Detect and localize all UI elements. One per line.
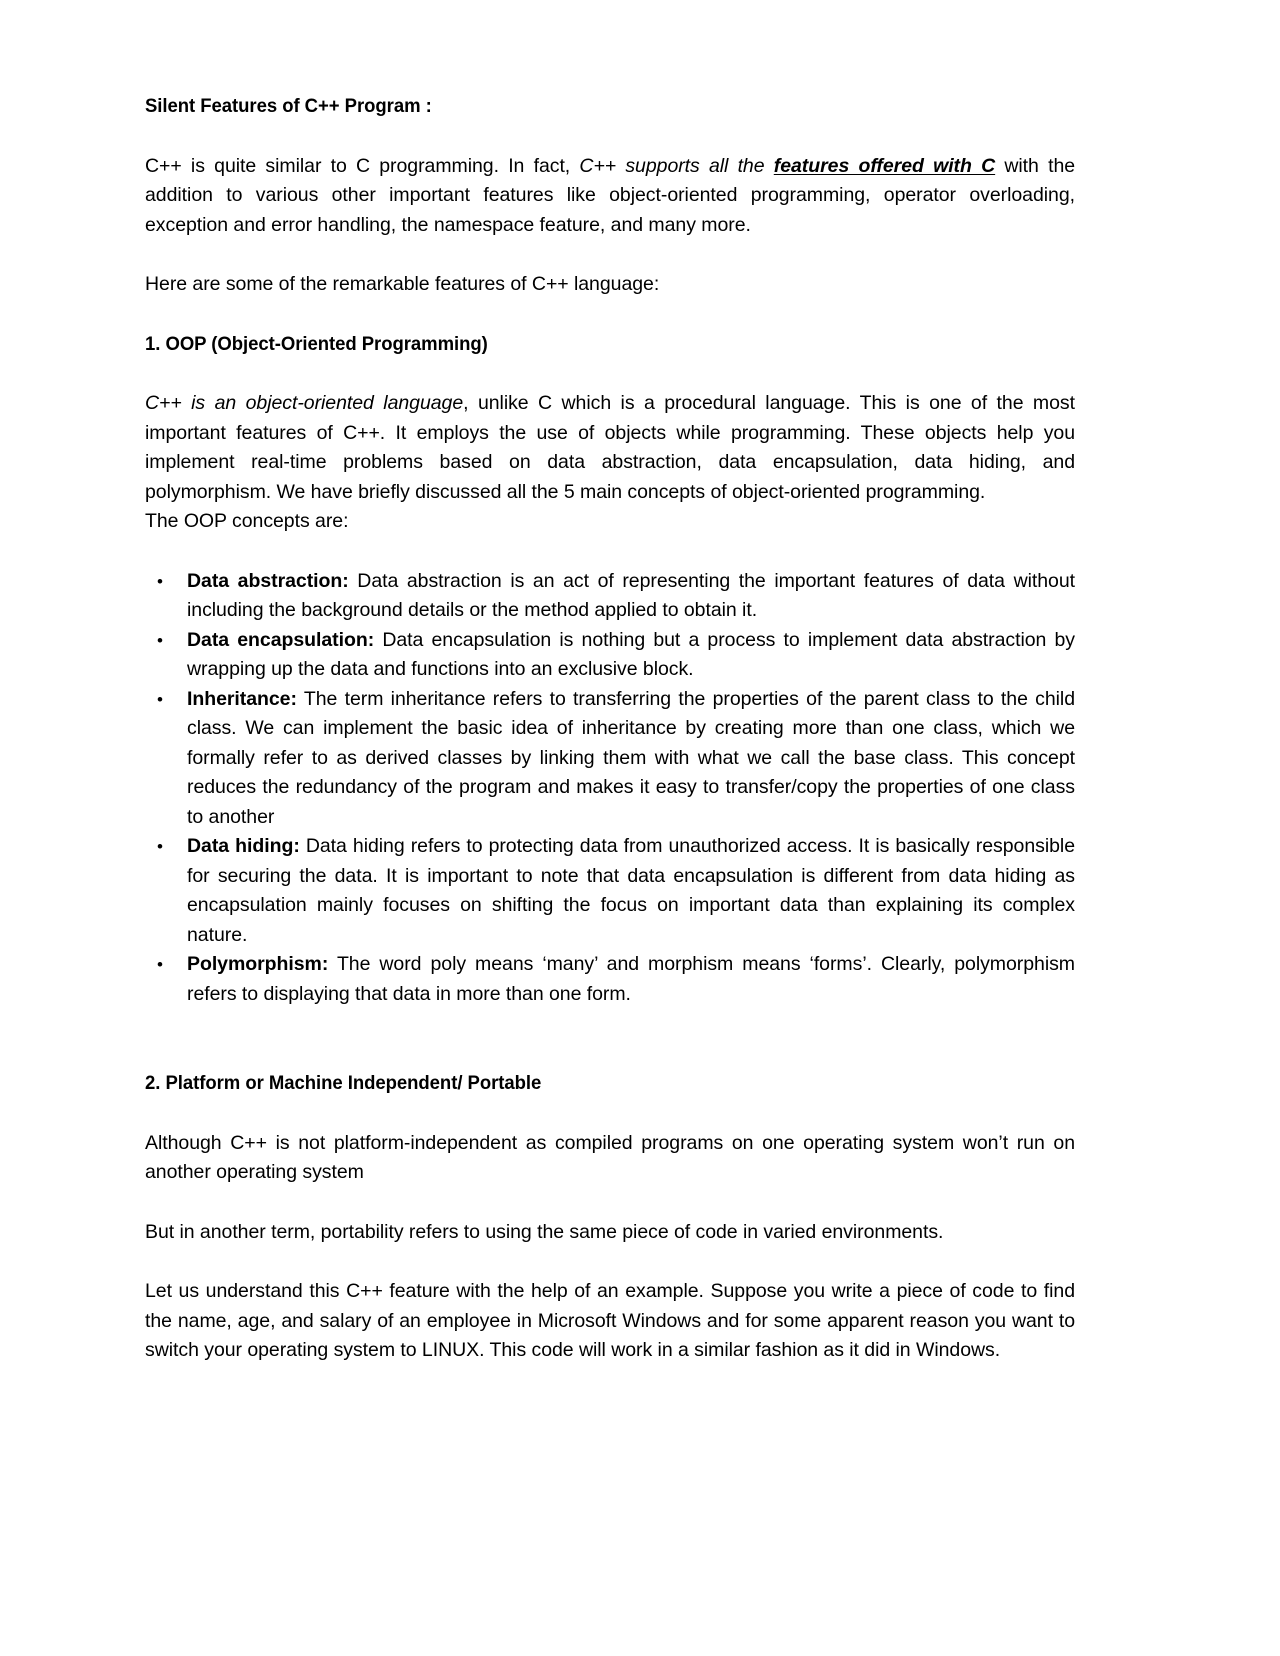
list-item xyxy=(145,567,1075,626)
section-1-paragraph-rest: , unlike C which is a procedural language. This is one of the most important features of C++. It employs the use of objects while programming. These objects help you implement real-time problems based on data abstraction, data encapsulation, data hiding, and polymorphism. We have briefly discussed all the 5 main concepts of object-oriented programming. xyxy=(145,392,1075,503)
list-item-text: The term inheritance refers to transferring the properties of the parent class to the child class. We can implement the basic idea of inheritance by creating more than one class, which we formally refer to as derived classes by linking them with what we call the base class. This concept reduces the redundancy of the program and makes it easy to transfer/copy the properties of one class to another xyxy=(187,687,1075,828)
spacer xyxy=(145,1099,1075,1129)
spacer xyxy=(145,1247,1075,1277)
section-2-paragraph-2: But in another term, portability refers to using the same piece of code in varied environments. xyxy=(145,1220,944,1243)
list-item-term: Data encapsulation: xyxy=(187,628,375,651)
list-item-text: Data hiding refers to protecting data from unauthorized access. It is basically responsible for securing the data. It is important to note that data encapsulation is different from data hiding as encapsulation mainly focuses on shifting the focus on important data than explaining its complex nature. xyxy=(187,835,1075,946)
spacer xyxy=(145,537,1075,567)
section-1-paragraph xyxy=(145,389,1075,507)
list-item-text: Data abstraction is an act of representing the important features of data without including the background details or the method applied to obtain it. xyxy=(187,569,1076,621)
section-2-paragraph-3: Let us understand this C++ feature with the help of an example. Suppose you write a piece of code to find the name, age, and salary of an employee in Microsoft Windows and for some apparent reason you want to switch your operating system to LINUX. This code will work in a similar fashion as it did in Windows. xyxy=(145,1280,1075,1361)
section-2-paragraph-1: Although C++ is not platform-independent as compiled programs on one operating system won’t run on another operating system xyxy=(145,1131,1075,1183)
list-item xyxy=(145,685,1075,833)
section-1-italic-phrase: C++ is an object-oriented language xyxy=(145,392,464,414)
spacer xyxy=(145,1188,1075,1218)
oop-concepts-intro: The OOP concepts are: xyxy=(145,510,349,532)
spacer xyxy=(145,240,1075,270)
list-item-term: Data abstraction: xyxy=(187,569,349,592)
list-item-term: Data hiding: xyxy=(187,835,300,857)
intro-text-part2: with the addition to various other important features like object-oriented programming, operator overloading, exception and error handling, the namespace feature, and many more. xyxy=(145,154,1076,236)
list-item-text: Data encapsulation is nothing but a process to implement data abstraction by wrapping up the data and functions into an exclusive block. xyxy=(187,628,1075,680)
spacer xyxy=(145,1009,1075,1069)
intro-italic-phrase: C++ supports all the xyxy=(579,154,774,177)
intro-text-part1: C++ is quite similar to C programming. In fact, xyxy=(145,154,580,177)
list-item-term: Inheritance: xyxy=(187,687,297,710)
intro-paragraph xyxy=(145,152,1075,241)
section-1-heading: 1. OOP (Object-Oriented Programming) xyxy=(145,332,488,355)
list-item-text: The word poly means ‘many’ and morphism means ‘forms’. Clearly, polymorphism refers to displaying that data in more than one form. xyxy=(187,953,1075,1005)
section-2-heading: 2. Platform or Machine Independent/ Portable xyxy=(145,1072,542,1094)
spacer xyxy=(145,122,1075,152)
spacer xyxy=(145,300,1075,330)
lead-in-paragraph: Here are some of the remarkable features of C++ language: xyxy=(145,273,660,295)
list-item xyxy=(145,626,1075,685)
document-body xyxy=(145,92,1075,1366)
list-item-term: Polymorphism: xyxy=(187,953,329,975)
page-title: Silent Features of C++ Program : xyxy=(145,95,432,117)
oop-concepts-list xyxy=(145,567,1075,1010)
intro-emphasis-phrase: features offered with C xyxy=(773,154,996,177)
list-item xyxy=(145,950,1075,1009)
spacer xyxy=(145,359,1075,389)
list-item xyxy=(145,832,1075,950)
